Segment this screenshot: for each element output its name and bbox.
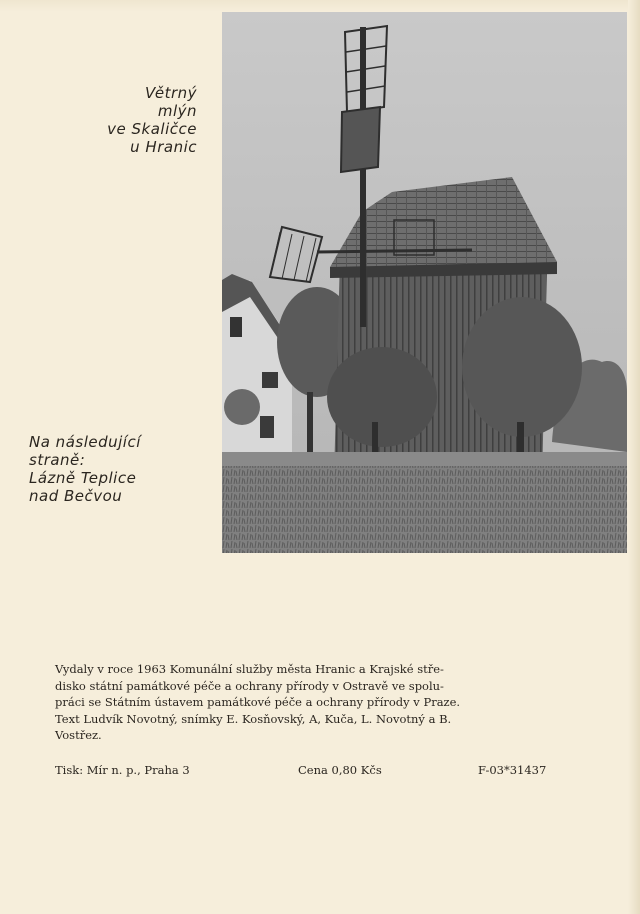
caption-line: mlýn bbox=[157, 102, 197, 120]
windmill-photo bbox=[222, 12, 627, 553]
page-edge bbox=[0, 0, 640, 12]
caption-line: Na následující bbox=[29, 433, 141, 451]
caption-line: Větrný bbox=[144, 84, 197, 102]
caption-line: nad Bečvou bbox=[29, 487, 123, 505]
price: Cena 0,80 Kčs bbox=[298, 763, 382, 777]
imprint-line: Vydaly v roce 1963 Komunální služby města Hranic a Krajské stře- bbox=[55, 662, 444, 676]
imprint-line: disko státní památkové péče a ochrany přírody v Ostravě ve spolu- bbox=[55, 678, 444, 693]
caption-line: Lázně Teplice bbox=[29, 469, 137, 487]
imprint-footer bbox=[55, 763, 555, 779]
next-page-caption bbox=[29, 433, 141, 505]
imprint-text bbox=[55, 661, 555, 744]
caption-line: straně: bbox=[29, 451, 86, 469]
imprint-line: Text Ludvík Novotný, snímky E. Kosňovský, A, Kuča, L. Novotný a B. bbox=[55, 711, 452, 726]
printer-info: Tisk: Mír n. p., Praha 3 bbox=[55, 763, 190, 777]
caption-line: ve Skaličce bbox=[107, 120, 197, 138]
page-edge bbox=[628, 0, 640, 914]
imprint-line: práci se Státním ústavem památkové péče a ochrany přírody v Praze. bbox=[55, 695, 461, 709]
publication-code: F-03*31437 bbox=[478, 763, 547, 777]
imprint-line: Vostřez. bbox=[55, 728, 102, 742]
photo-caption bbox=[107, 84, 197, 156]
caption-line: u Hranic bbox=[130, 138, 197, 156]
